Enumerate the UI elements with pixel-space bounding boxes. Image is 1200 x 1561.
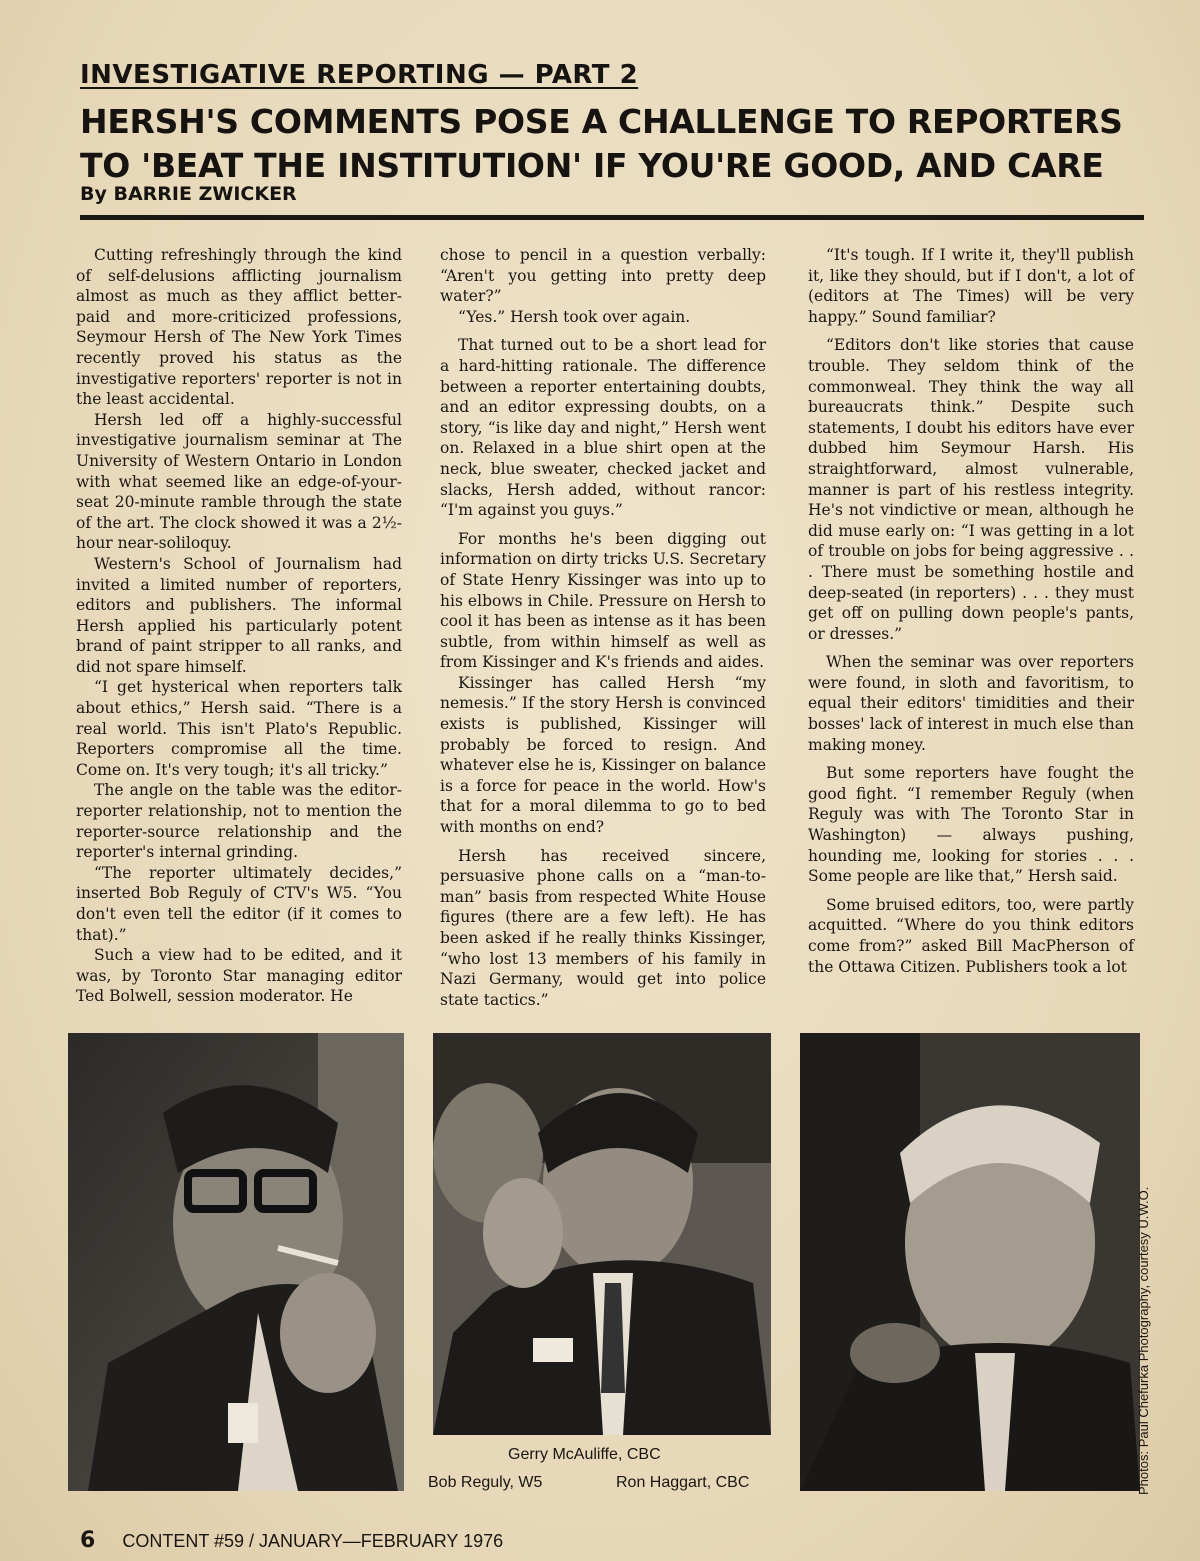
photo-portrait-smoking [68, 1033, 404, 1491]
photo-portrait-hand-on-chin [433, 1033, 771, 1435]
paragraph: Cutting refreshingly through the kind of self-delusions afflicting journalism almost as much as they afflict better-paid and more-criticized professions, Seymour Hersh of The New York Times recently proved his status as the investigative reporters' reporter is not in the least accidental. [76, 246, 402, 409]
paragraph: “Editors don't like stories that cause trouble. They seldom think of the commonweal. They think the way all bureaucrats think.” Despite such statements, I doubt his editors have ever dubbed him Seymour Harsh. His straightforward, almost vulnerable, manner is part of his restless integrity. He's not vindictive or mean, although he did muse early on: “I was getting in a lot of trouble on jobs for being aggressive . . . There must be something hostile and deep-seated (in reporters) . . . they must get off on pulling down people's pants, or dresses.” [808, 336, 1134, 643]
paragraph: chose to pencil in a question verbally: “Aren't you getting into pretty deep water?” [440, 246, 766, 306]
caption-left: Bob Reguly, W5 [428, 1474, 543, 1491]
issue-info: CONTENT #59 / JANUARY—FEBRUARY 1976 [122, 1531, 504, 1551]
byline: By BARRIE ZWICKER [80, 183, 297, 205]
paragraph: That turned out to be a short lead for a hard-hitting rationale. The difference between a reporter entertaining doubts, and an editor expressing doubts, on a story, “is like day and night,” Hersh went on. Relaxed in a blue shirt open at the neck, blue sweater, checked jacket and slacks, Hersh added, without rancor: “I'm against you guys.” [440, 336, 766, 520]
paragraph: “It's tough. If I write it, they'll publish it, like they should, but if I don't, a lot of (editors at The Times) will be very happy.” Sound familiar? [808, 246, 1134, 326]
caption-center: Gerry McAuliffe, CBC [508, 1446, 661, 1463]
page-number: 6 [80, 1528, 96, 1553]
paragraph: The angle on the table was the editor-reporter relationship, not to mention the reporter-source relationship and the reporter's internal grinding. [76, 781, 402, 862]
paragraph: “Yes.” Hersh took over again. [458, 307, 691, 326]
article-column-1 [76, 245, 402, 1007]
page-footer [80, 1528, 503, 1553]
photo-portrait-gesturing [800, 1033, 1140, 1491]
article-column-2 [440, 245, 766, 1010]
article-column-3 [808, 245, 1134, 977]
headline-line-2: TO 'BEAT THE INSTITUTION' IF YOU'RE GOOD, AND CARE [80, 146, 1104, 185]
photo-ron-haggart [800, 1033, 1140, 1491]
article-headline [80, 100, 1160, 188]
paragraph: When the seminar was over reporters were found, in sloth and favoritism, to equal their editors' timidities and their bosses' lack of interest in much else than making money. [808, 653, 1134, 754]
photo-credit: Photos: Paul Chefurka Photography, courtesy U.W.O. [1136, 1186, 1151, 1495]
paragraph: Such a view had to be edited, and it was, by Toronto Star managing editor Ted Bolwell, session moderator. He [76, 946, 402, 1006]
paragraph: Hersh led off a highly-successful investigative journalism seminar at The University of Western Ontario in London with what seemed like an edge-of-your-seat 20-minute ramble through the state of the art. The clock showed it was a 2½-hour near-soliloquy. [76, 410, 402, 553]
paragraph: Western's School of Journalism had invited a limited number of reporters, editors and publishers. The informal Hersh applied his particularly potent brand of paint stripper to all ranks, and did not spare himself. [76, 554, 402, 676]
caption-right: Ron Haggart, CBC [616, 1474, 750, 1491]
paragraph: But some reporters have fought the good fight. “I remember Reguly (when Reguly was with The Toronto Star in Washington) — always pushing, hounding me, looking for stories . . . Some people are like that,” Hersh said. [808, 764, 1134, 886]
paragraph: Hersh has received sincere, persuasive phone calls on a “man-to-man” basis from respected White House figures (there are a few left). He has been asked if he really thinks Kissinger, “who lost 13 members of his family in Nazi Germany, would get into police state tactics.” [440, 846, 766, 1009]
paragraph: For months he's been digging out information on dirty tricks U.S. Secretary of State Henry Kissinger was into up to his elbows in Chile. Pressure on Hersh to cool it has been as intense as it has been subtle, from within himself as well as from Kissinger and K's friends and aides. [440, 529, 766, 672]
headline-line-1: HERSH'S COMMENTS POSE A CHALLENGE TO REPORTERS [80, 102, 1123, 141]
section-kicker: INVESTIGATIVE REPORTING — PART 2 [80, 60, 639, 90]
paragraph: “I get hysterical when reporters talk about ethics,” Hersh said. “There is a real world. This isn't Plato's Republic. Reporters compromise all the time. Come on. It's very tough; it's all tricky.” [76, 678, 402, 779]
header-rule [80, 215, 1144, 220]
paragraph: Kissinger has called Hersh “my nemesis.” If the story Hersh is convinced exists is published, Kissinger will probably be forced to resign. And whatever else he is, Kissinger on balance is a force for peace in the world. How's that for a moral dilemma to go to bed with months on end? [440, 673, 766, 837]
paragraph: Some bruised editors, too, were partly acquitted. “Where do you think editors come from?” asked Bill MacPherson of the Ottawa Citizen. Publishers took a lot [808, 895, 1134, 976]
paragraph: “The reporter ultimately decides,” inserted Bob Reguly of CTV's W5. “You don't even tell the editor (if it comes to that).” [76, 863, 402, 944]
photo-bob-reguly [68, 1033, 404, 1491]
photo-gerry-mcauliffe [433, 1033, 771, 1435]
